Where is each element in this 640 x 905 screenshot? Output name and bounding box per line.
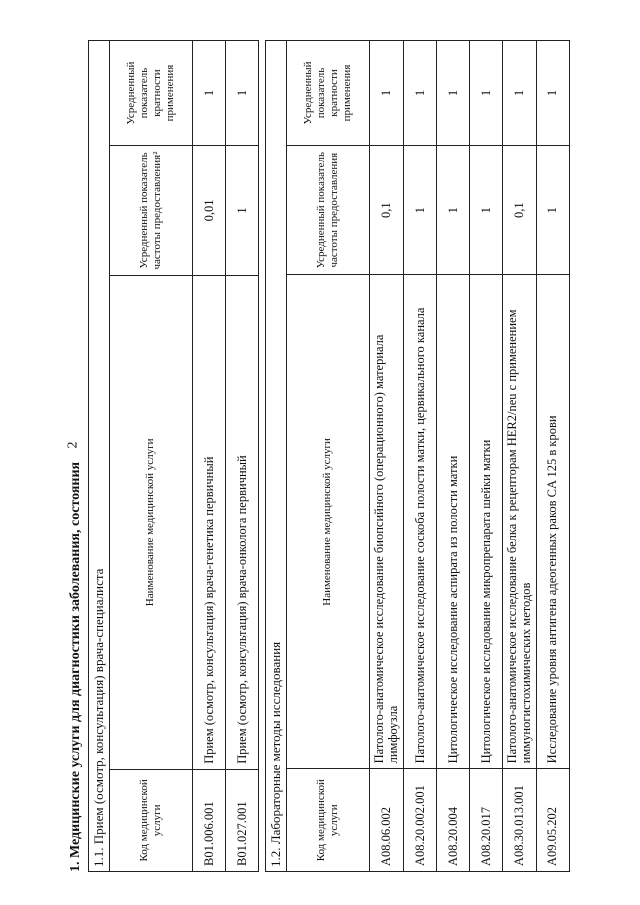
row-multiplicity: 1: [502, 41, 536, 146]
row-code: A08.20.017: [469, 769, 502, 872]
row-multiplicity: 1: [536, 41, 569, 146]
col-header-code: Код медицинской услуги: [287, 769, 370, 872]
table-row: [502, 41, 536, 872]
col-header-name: Наименование медицинской услуги: [110, 275, 193, 769]
row-code: A08.06.002: [370, 769, 404, 872]
row-name: Патолого-анатомическое исследование белка к рецепторам HER2/neu с применением иммуногистохимических методов: [502, 275, 536, 769]
section-title: 1. Медицинские услуги для диагностики заболевания, состояния: [68, 461, 83, 872]
row-name: Цитологическое исследование аспирата из полости матки: [436, 275, 469, 769]
row-frequency: 1: [536, 145, 569, 274]
page-number: 2: [65, 441, 81, 449]
table1-subtitle: 1.1. Прием (осмотр, консультация) врача-специалиста: [89, 41, 110, 872]
row-multiplicity: 1: [370, 41, 404, 146]
row-name: Цитологическое исследование микропрепарата шейки матки: [469, 275, 502, 769]
row-name: Патолого-анатомическое исследование соскоба полости матки, цервикального канала: [403, 275, 436, 769]
row-name: Прием (осмотр, консультация) врача-генетика первичный: [193, 275, 226, 769]
row-frequency: 1: [469, 145, 502, 274]
lab-methods-table: [265, 40, 570, 872]
table-row: [370, 41, 404, 872]
table-row: [226, 41, 259, 872]
table-row: [536, 41, 569, 872]
rotated-page-content: [60, 40, 620, 890]
row-frequency: 0,01: [193, 146, 226, 276]
row-multiplicity: 1: [436, 41, 469, 146]
row-frequency: 0,1: [502, 145, 536, 274]
row-multiplicity: 1: [193, 41, 226, 146]
row-code: A08.20.004: [436, 769, 469, 872]
row-multiplicity: 1: [469, 41, 502, 146]
row-multiplicity: 1: [403, 41, 436, 146]
consultations-table: [88, 40, 259, 872]
col-header-frequency: Усредненный показатель частоты предоставления: [287, 145, 370, 274]
table-row: [436, 41, 469, 872]
row-multiplicity: 1: [226, 41, 259, 146]
row-name: Патолого-анатомическое исследование биопсийного (операционного) материала лимфоузла: [370, 275, 404, 769]
row-code: B01.027.001: [226, 769, 259, 871]
table-row: [403, 41, 436, 872]
col-header-frequency: Усредненный показатель частоты предоставления²: [110, 146, 193, 276]
row-code: B01.006.001: [193, 769, 226, 871]
row-name: Прием (осмотр, консультация) врача-онколога первичный: [226, 275, 259, 769]
row-code: A09.05.202: [536, 769, 569, 872]
row-frequency: 1: [436, 145, 469, 274]
col-header-code: Код медицинской услуги: [110, 769, 193, 871]
col-header-name: Наименование медицинской услуги: [287, 275, 370, 769]
row-frequency: 1: [403, 145, 436, 274]
row-code: A08.20.002.001: [403, 769, 436, 872]
table-row: [469, 41, 502, 872]
col-header-multiplicity: Усредненный показатель кратности применения: [287, 41, 370, 146]
col-header-multiplicity: Усредненный показатель кратности применения: [110, 41, 193, 146]
row-code: A08.30.013.001: [502, 769, 536, 872]
table2-subtitle: 1.2. Лабораторные методы исследования: [266, 41, 287, 872]
row-frequency: 0,1: [370, 145, 404, 274]
row-name: Исследование уровня антигена адеогенных раков CA 125 в крови: [536, 275, 569, 769]
table-row: [193, 41, 226, 872]
row-frequency: 1: [226, 146, 259, 276]
